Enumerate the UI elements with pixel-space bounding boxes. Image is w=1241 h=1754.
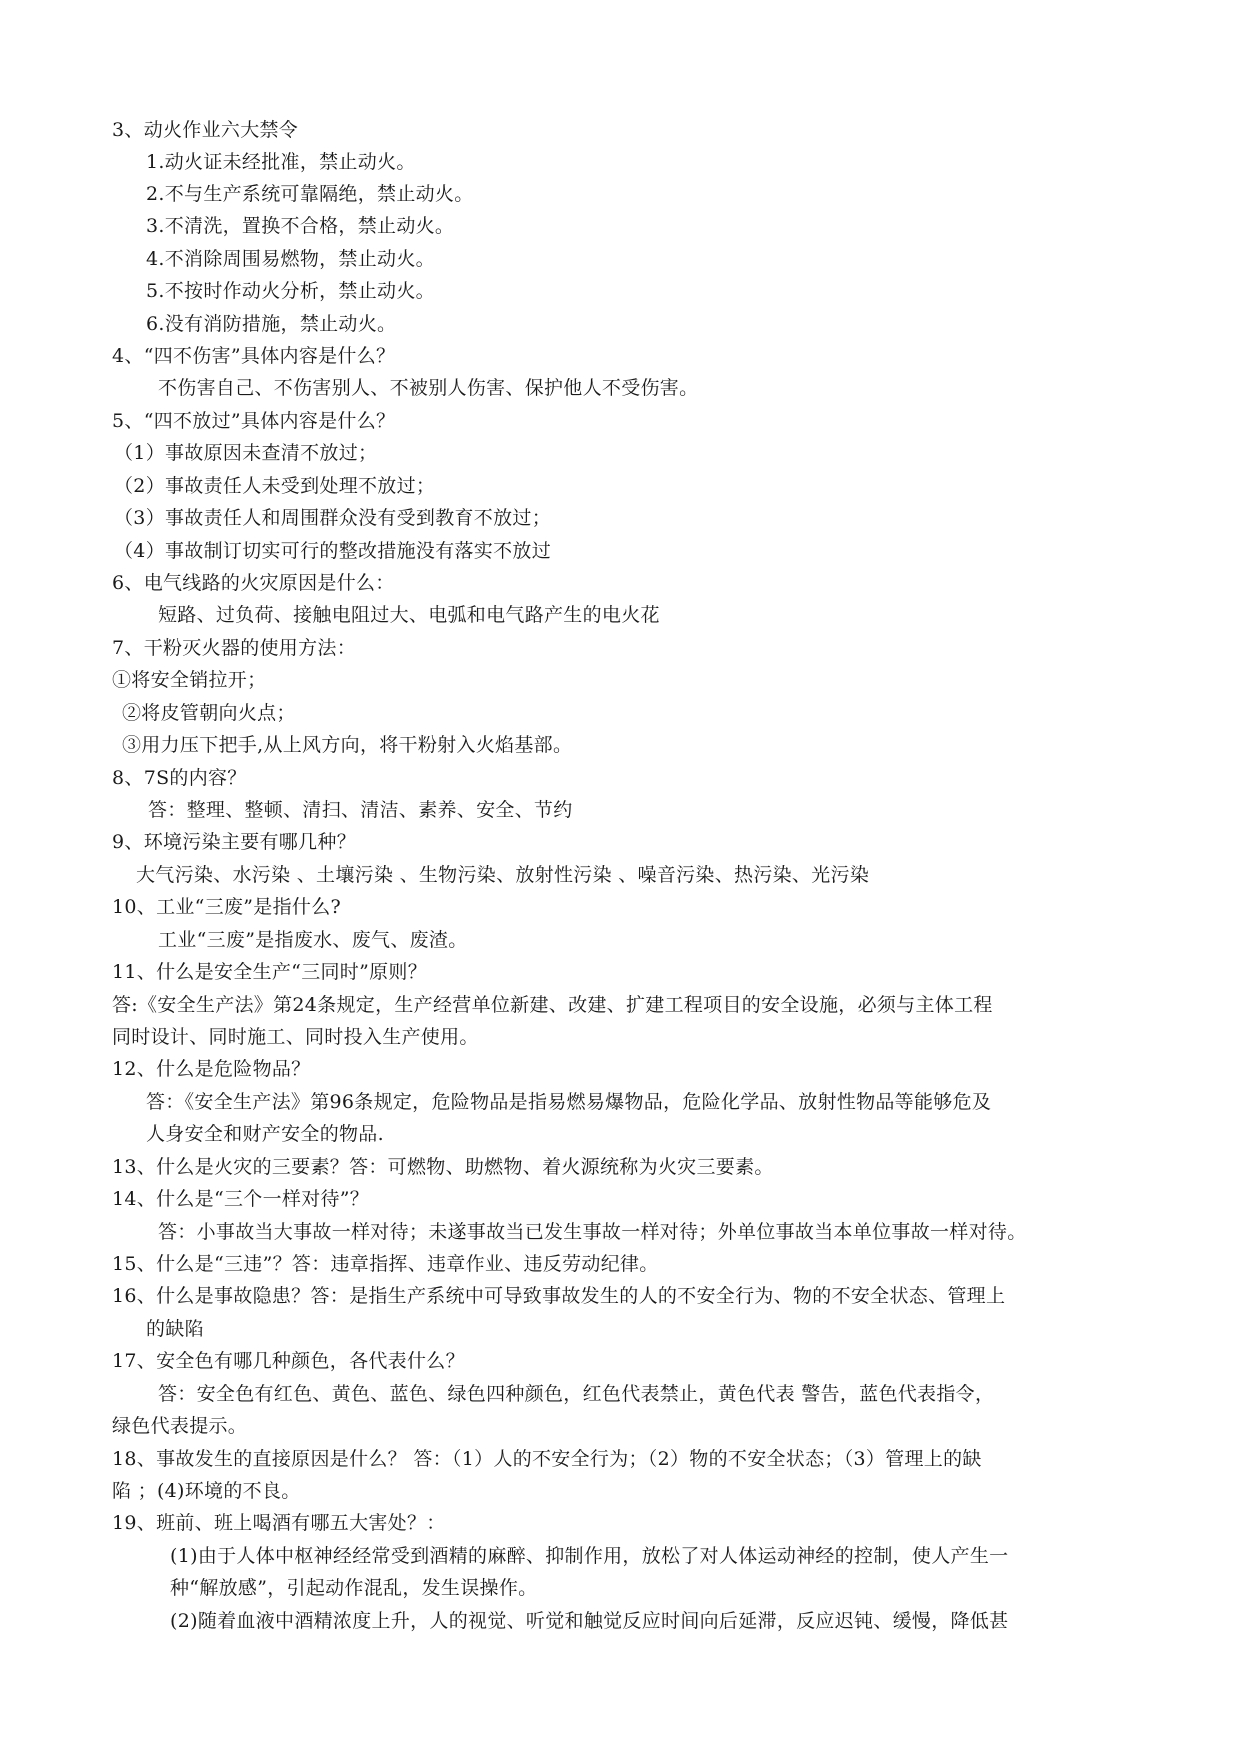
heading-q9: 9、环境污染主要有哪几种？ [112, 831, 356, 853]
answer-q18-line-2: 陷 ；(4)环境的不良。 [112, 1480, 301, 1502]
q5-item-3: （3）事故责任人和周围群众没有受到教育不放过； [114, 507, 551, 529]
heading-q18: 18、事故发生的直接原因是什么？ 答：（1）人的不安全行为；（2）物的不安全状态；（3）管理上的缺 [112, 1448, 982, 1470]
answer-q8: 答：整理、整顿、清扫、清洁、素养、安全、节约 [148, 799, 573, 821]
answer-q14: 答：小事故当大事故一样对待；未遂事故当已发生事故一样对待；外单位事故当本单位事故一样对待。 [158, 1221, 1027, 1243]
q3-item-2: 2.不与生产系统可靠隔绝，禁止动火。 [146, 183, 474, 205]
q7-step-1: ①将安全销拉开； [112, 669, 267, 691]
answer-q6: 短路、过负荷、接触电阻过大、电弧和电气路产生的电火花 [158, 604, 660, 626]
q3-item-6: 6.没有消防措施，禁止动火。 [146, 313, 397, 335]
answer-q12-line-2: 人身安全和财产安全的物品. [146, 1123, 384, 1145]
heading-q11: 11、什么是安全生产“三同时”原则？ [112, 961, 428, 983]
heading-q7: 7、干粉灭火器的使用方法： [112, 637, 356, 659]
heading-q17: 17、安全色有哪几种颜色，各代表什么？ [112, 1350, 465, 1372]
q3-item-5: 5.不按时作动火分析，禁止动火。 [146, 280, 435, 302]
heading-q8: 8、7S的内容？ [112, 767, 247, 789]
q3-item-4: 4.不消除周围易燃物，禁止动火。 [146, 248, 435, 270]
answer-q9: 大气污染、水污染 、土壤污染 、生物污染、放射性污染 、噪音污染、热污染、光污染 [136, 864, 870, 886]
answer-q10: 工业“三废”是指废水、废气、废渣。 [158, 929, 468, 951]
heading-q12: 12、什么是危险物品？ [112, 1058, 311, 1080]
q19-item-2-line-1: (2)随着血液中酒精浓度上升，人的视觉、听觉和触觉反应时间向后延滞，反应迟钝、缓慢，降低甚 [170, 1610, 1009, 1632]
answer-q12-line-1: 答：《安全生产法》第96条规定，危险物品是指易燃易爆物品，危险化学品、放射性物品等能够危及 [146, 1091, 992, 1113]
answer-q16-line-2: 的缺陷 [146, 1318, 204, 1340]
heading-q4: 4、“四不伤害”具体内容是什么？ [112, 345, 396, 367]
heading-q6: 6、电气线路的火灾原因是什么： [112, 572, 395, 594]
heading-q13: 13、什么是火灾的三要素？答：可燃物、助燃物、着火源统称为火灾三要素。 [112, 1156, 774, 1178]
heading-q19: 19、班前、班上喝酒有哪五大害处？： [112, 1512, 446, 1534]
heading-q15: 15、什么是“三违”？答：违章指挥、违章作业、违反劳动纪律。 [112, 1253, 659, 1275]
q5-item-1: （1）事故原因未查清不放过； [114, 442, 378, 464]
answer-q11-line-1: 答:《安全生产法》第24条规定，生产经营单位新建、改建、扩建工程项目的安全设施，必须与主体工程 [112, 994, 993, 1016]
q5-item-4: （4）事故制订切实可行的整改措施没有落实不放过 [114, 540, 551, 562]
answer-q17-line-2: 绿色代表提示。 [112, 1415, 248, 1437]
q19-item-1-line-2: 种“解放感”，引起动作混乱，发生误操作。 [170, 1577, 538, 1599]
heading-q14: 14、什么是“三个一样对待”？ [112, 1188, 370, 1210]
q7-step-2: ②将皮管朝向火点； [122, 702, 296, 724]
answer-q11-line-2: 同时设计、同时施工、同时投入生产使用。 [112, 1026, 479, 1048]
q3-item-1: 1.动火证未经批准，禁止动火。 [146, 151, 416, 173]
q5-item-2: （2）事故责任人未受到处理不放过； [114, 475, 436, 497]
answer-q4: 不伤害自己、不伤害别人、不被别人伤害、保护他人不受伤害。 [158, 377, 699, 399]
heading-q10: 10、工业“三废”是指什么? [112, 896, 341, 918]
answer-q17-line-1: 答：安全色有红色、黄色、蓝色、绿色四种颜色，红色代表禁止，黄色代表 警告，蓝色代表指令， [158, 1383, 995, 1405]
q3-item-3: 3.不清洗，置换不合格，禁止动火。 [146, 215, 455, 237]
q19-item-1-line-1: (1)由于人体中枢神经经常受到酒精的麻醉、抑制作用，放松了对人体运动神经的控制，使人产生一 [170, 1545, 1009, 1567]
heading-q5: 5、“四不放过”具体内容是什么？ [112, 410, 396, 432]
heading-q3: 3、动火作业六大禁令 [112, 119, 299, 141]
heading-q16: 16、什么是事故隐患？答：是指生产系统中可导致事故发生的人的不安全行为、物的不安全状态、管理上 [112, 1285, 1006, 1307]
q7-step-3: ③用力压下把手,从上风方向，将干粉射入火焰基部。 [122, 734, 573, 756]
